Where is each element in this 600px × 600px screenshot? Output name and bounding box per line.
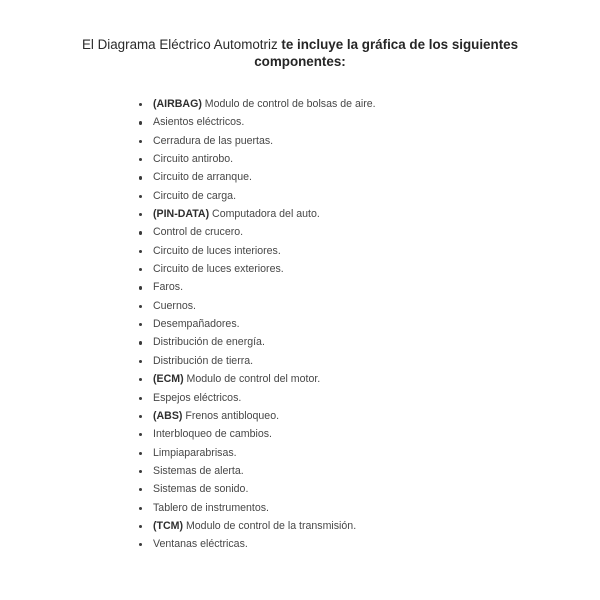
bullet-icon [139,140,142,143]
component-text: Sistemas de alerta. [153,464,244,477]
list-item [138,132,376,150]
list-item [138,150,376,168]
bullet-icon [139,305,142,308]
component-text: Tablero de instrumentos. [153,501,270,514]
component-text: Frenos antibloqueo. [182,409,280,422]
list-item [138,499,376,517]
list-item [138,352,376,370]
list-item [138,407,376,425]
list-item [138,480,376,498]
list-item [138,205,376,223]
bullet-icon [139,378,142,381]
bullet-icon [139,415,142,418]
component-text: Circuito antirobo. [153,153,234,166]
component-text: Circuito de luces interiores. [153,244,281,257]
component-code: (TCM) [153,519,184,532]
list-item [138,278,376,296]
component-text: Modulo de control de bolsas de aire. [201,98,376,110]
bullet-icon [139,121,142,124]
bullet-icon [139,507,142,510]
bullet-icon [139,231,142,234]
component-text: Asientos eléctricos. [153,116,245,129]
intro-heading [60,36,540,70]
list-item [138,517,376,535]
component-text: Ventanas eléctricas. [153,538,248,551]
bullet-icon [139,103,142,106]
list-item [138,370,376,388]
list-item [138,297,376,315]
component-text: Desempañadores. [153,318,240,331]
component-text: Espejos eléctricos. [153,391,242,404]
bullet-icon [139,397,142,400]
bullet-icon [139,286,142,289]
bullet-icon [139,488,142,491]
component-text: Modulo de control de la transmisión. [183,519,357,532]
component-text: Control de crucero. [153,226,244,239]
bullet-icon [139,158,142,161]
list-item [138,444,376,462]
list-item [138,389,376,407]
component-text: Distribución de energía. [153,336,265,349]
bullet-icon [139,176,142,179]
component-code: (ECM) [153,373,184,386]
list-item [138,242,376,260]
list-item [138,462,376,480]
bullet-icon [139,433,142,436]
component-text: Modulo de control del motor. [183,373,321,386]
bullet-icon [139,543,142,546]
component-text: Cuernos. [153,299,196,312]
list-item [138,260,376,278]
bullet-icon [139,213,142,216]
bullet-icon [139,525,142,528]
component-text: Cerradura de las puertas. [153,134,274,147]
component-text: Circuito de luces exteriores. [153,263,284,276]
list-item [138,315,376,333]
bullet-icon [139,341,142,344]
heading-normal-text: El Diagrama Eléctrico Automotriz [81,37,282,52]
component-code: (PIN-DATA) [153,208,210,221]
list-item [138,535,376,553]
list-item [138,425,376,443]
component-text: Limpiaparabrisas. [153,446,237,459]
heading-bold-text-line1: te incluye la gráfica de los siguientes [281,37,519,52]
component-text: Circuito de arranque. [153,171,252,184]
component-text: Computadora del auto. [209,208,320,221]
list-item [138,333,376,351]
list-item [138,223,376,241]
component-code: (AIRBAG) [153,98,202,110]
component-code: (ABS) [153,409,183,422]
bullet-icon [139,360,142,363]
list-item [138,95,376,113]
bullet-icon [139,323,142,326]
component-text: Distribución de tierra. [153,354,254,367]
heading-bold-text-line2: componentes: [254,54,346,69]
bullet-icon [139,250,142,253]
bullet-icon [139,195,142,198]
component-text: Faros. [153,281,184,294]
bullet-icon [139,268,142,271]
component-text: Sistemas de sonido. [153,483,249,496]
bullet-icon [139,470,142,473]
component-list [138,95,376,554]
component-text: Interbloqueo de cambios. [153,428,272,441]
list-item [138,187,376,205]
bullet-icon [139,452,142,455]
list-item [138,168,376,186]
list-item [138,113,376,131]
component-text: Circuito de carga. [153,189,237,202]
